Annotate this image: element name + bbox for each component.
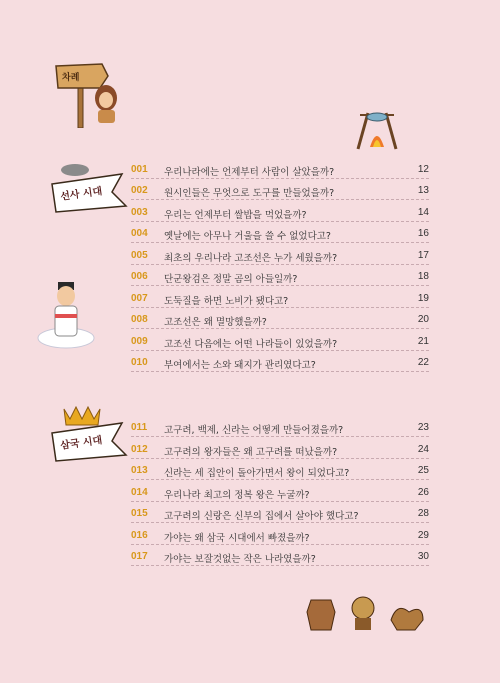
item-number: 001	[131, 164, 148, 175]
item-page: 19	[417, 293, 429, 304]
item-number: 014	[131, 487, 148, 498]
chapter-sign-illustration	[52, 58, 132, 128]
item-title: 우리는 언제부터 쌀밥을 먹었을까?	[164, 210, 307, 221]
toc-row[interactable]	[131, 314, 429, 334]
toc-row[interactable]	[131, 487, 429, 507]
item-title: 고조선 다음에는 어떤 나라들이 있었을까?	[164, 339, 338, 350]
section-banner-label: 삼국 시대	[59, 435, 103, 452]
item-page: 21	[417, 336, 429, 347]
item-number: 005	[131, 250, 148, 261]
item-page: 30	[417, 551, 429, 562]
item-title: 최초의 우리나라 고조선은 누가 세웠을까?	[164, 253, 338, 264]
item-title: 옛날에는 아무나 거울을 쓸 수 없었다고?	[164, 231, 331, 242]
item-page: 28	[417, 508, 429, 519]
item-number: 013	[131, 465, 148, 476]
item-page: 18	[417, 271, 429, 282]
item-page: 22	[417, 357, 429, 368]
item-number: 006	[131, 271, 148, 282]
item-number: 004	[131, 228, 148, 239]
item-title: 가야는 왜 삼국 시대에서 빠졌을까?	[164, 533, 310, 544]
toc-row[interactable]	[131, 508, 429, 528]
toc-row[interactable]	[131, 422, 429, 442]
item-page: 24	[417, 444, 429, 455]
dangun-illustration	[36, 280, 96, 350]
toc-row[interactable]	[131, 185, 429, 205]
item-number: 007	[131, 293, 148, 304]
item-title: 가야는 보잘것없는 작은 나라였을까?	[164, 554, 316, 565]
item-page: 26	[417, 487, 429, 498]
item-number: 003	[131, 207, 148, 218]
toc-row[interactable]	[131, 250, 429, 270]
item-number: 008	[131, 314, 148, 325]
item-page: 12	[417, 164, 429, 175]
item-page: 20	[417, 314, 429, 325]
toc-row[interactable]	[131, 530, 429, 550]
item-page: 14	[417, 207, 429, 218]
item-title: 고구려, 백제, 신라는 어떻게 만들어졌을까?	[164, 425, 344, 436]
toc-row[interactable]	[131, 293, 429, 313]
toc-row[interactable]	[131, 551, 429, 571]
toc-row[interactable]	[131, 357, 429, 377]
item-page: 25	[417, 465, 429, 476]
item-title: 고조선은 왜 멸망했을까?	[164, 317, 267, 328]
item-page: 29	[417, 530, 429, 541]
item-number: 009	[131, 336, 148, 347]
campfire-illustration	[352, 105, 402, 150]
item-number: 015	[131, 508, 148, 519]
item-page: 17	[417, 250, 429, 261]
toc-row[interactable]	[131, 228, 429, 248]
item-title: 고구려의 왕자들은 왜 고구려를 떠났을까?	[164, 447, 338, 458]
pottery-illustration	[305, 590, 430, 635]
item-page: 13	[417, 185, 429, 196]
item-title: 도둑질을 하면 노비가 됐다고?	[164, 296, 289, 307]
item-number: 010	[131, 357, 148, 368]
toc-row[interactable]	[131, 444, 429, 464]
item-number: 016	[131, 530, 148, 541]
item-page: 23	[417, 422, 429, 433]
item-title: 우리나라 최고의 정복 왕은 누굴까?	[164, 490, 310, 501]
toc-row[interactable]	[131, 465, 429, 485]
item-number: 011	[131, 422, 148, 433]
item-title: 단군왕검은 정말 곰의 아들일까?	[164, 274, 298, 285]
item-number: 017	[131, 551, 148, 562]
item-title: 우리나라에는 언제부터 사람이 살았을까?	[164, 167, 335, 178]
item-number: 002	[131, 185, 148, 196]
toc-row[interactable]	[131, 271, 429, 291]
item-page: 16	[417, 228, 429, 239]
item-number: 012	[131, 444, 148, 455]
item-title: 신라는 세 집안이 돌아가면서 왕이 되었다고?	[164, 468, 350, 479]
item-title: 고구려의 신랑은 신부의 집에서 살아야 했다고?	[164, 511, 359, 522]
item-title: 부여에서는 소와 돼지가 관리였다고?	[164, 360, 316, 371]
sign-label: 차례	[62, 73, 80, 83]
toc-row[interactable]	[131, 164, 429, 184]
section-banner-label: 선사 시대	[59, 186, 103, 203]
item-title: 원시인들은 무엇으로 도구를 만들었을까?	[164, 188, 335, 199]
toc-row[interactable]	[131, 207, 429, 227]
toc-row[interactable]	[131, 336, 429, 356]
